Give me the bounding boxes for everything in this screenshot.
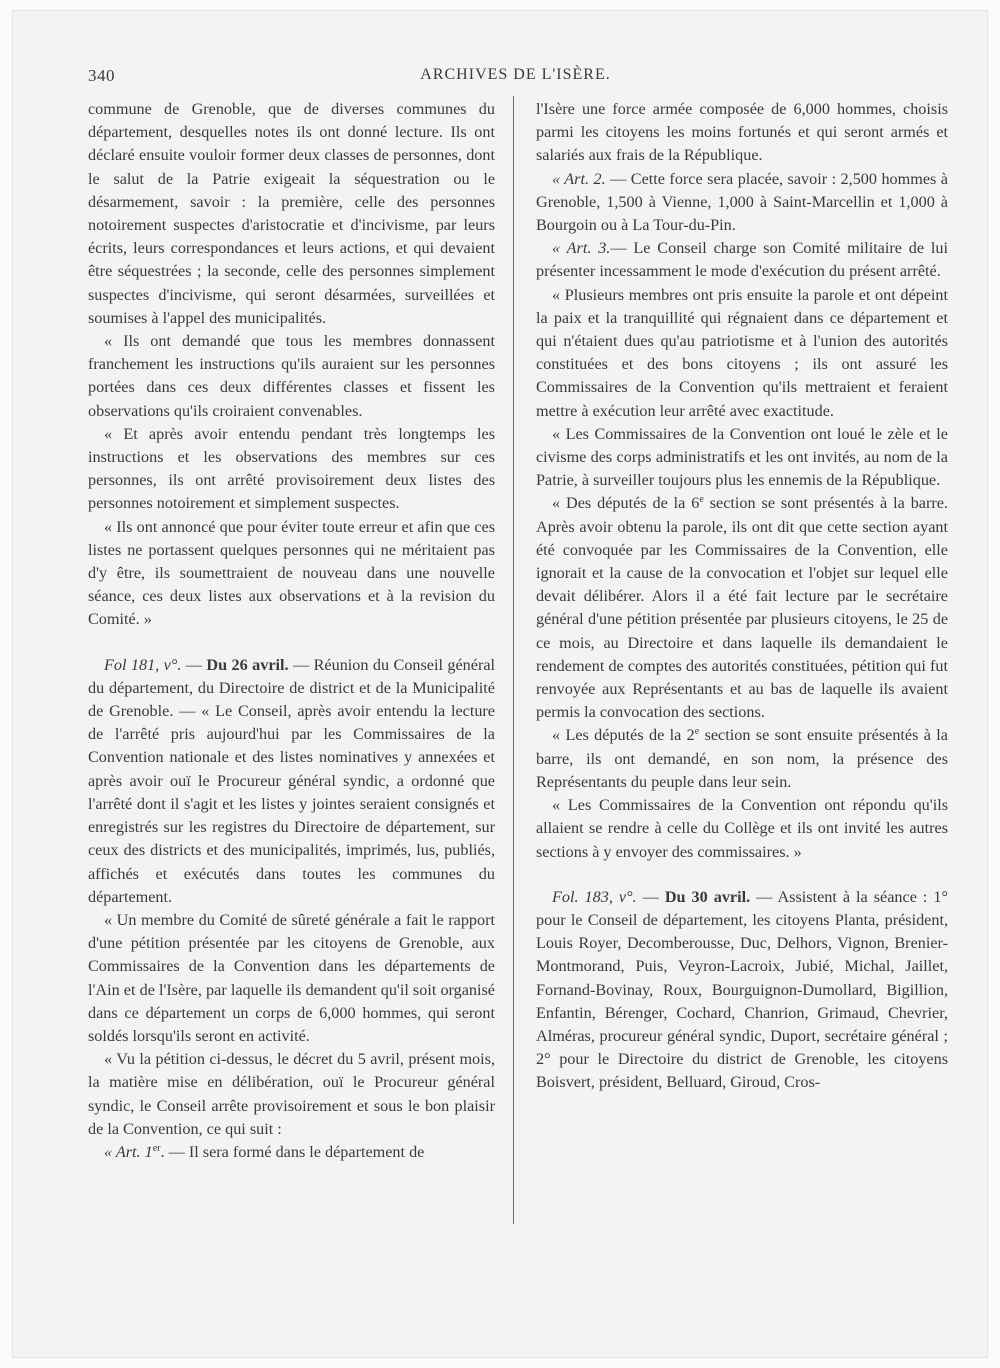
left-column <box>88 98 495 1238</box>
entry-text: Réunion du Conseil général du département, du Directoire de district et de la Municipalité de Grenoble. — « Le Conseil, après avoir entendu la lecture de l'arrêté pris aujourd'hui par les Commissaires de la Convention nationale et des listes nominatives y annexées et après avoir ouï le Procureur général syndic, a ordonné que l'arrêté dont il s'agit et les listes y jointes seraient consignés et enregistrés sur les registres du Directoire de département, sur ceux des districts et des municipalités, imprimés, lus, publiés, affichés et exécutés dans toutes les communes du département. <box>88 655 495 906</box>
page-header <box>88 66 943 90</box>
paragraph: « Plusieurs membres ont pris ensuite la parole et ont dépeint la paix et la tranquillité qui régnaient dans ce département et qui n'étaient dues qu'au patriotisme et à l'union des autorités constituées et des bons citoyens ; ils ont assuré les Commissaires de la Convention qu'ils mettraient et feraient mettre à exécution leur arrêté avec exactitude. <box>536 285 948 420</box>
article-label: « Art. 2. <box>552 169 606 188</box>
paragraph-text: « Des députés de la 6 <box>552 494 700 513</box>
running-title: ARCHIVES DE L'ISÈRE. <box>420 66 611 83</box>
paragraph: « Les Commissaires de la Convention ont répondu qu'ils allaient se rendre à celle du Collège et ils ont invité les autres sections à y envoyer des commissaires. » <box>536 796 948 861</box>
paragraph: « Ils ont demandé que tous les membres donnassent franchement les instructions qu'ils auraient sur les personnes portées dans ces deux différentes classes et fissent les observations qu'ils croiraient convenables. <box>88 332 495 420</box>
register-entry: Fol 181, v°. — Du 26 avril. — Réunion du Conseil général du département, du Directoire de district et de la Municipalité de Grenoble. — « Le Conseil, après avoir entendu la lecture de l'arrêté pris aujourd'hui par les Commissaires de la Convention nationale et des listes nominatives y annexées et après avoir ouï le Procureur général syndic, a ordonné que l'arrêté dont il s'agit et les listes y jointes seraient consignés et enregistrés sur les registres du Directoire de département, sur ceux des districts et des municipalités, imprimés, lus, publiés, affichés et exécutés dans toutes les communes du département. <box>88 655 495 906</box>
paragraph <box>536 237 948 283</box>
paragraph <box>536 724 948 794</box>
paragraph-text: « Les députés de la 2 <box>552 726 695 745</box>
paragraph: « Les Commissaires de la Convention ont loué le zèle et le civisme des corps administratifs et les ont invités, au nom de la Patrie, à surveiller toujours plus les ennemis de la République. <box>536 424 948 490</box>
article-text: — Cette force sera placée, savoir : 2,500 hommes à Grenoble, 1,500 à Vienne, 1,000 à Saint-Marcellin et 1,000 à Bourgoin ou à La Tour-du-Pin. <box>536 169 948 235</box>
paragraph: « Vu la pétition ci-dessus, le décret du 5 avril, présent mois, la matière mise en délibération, ouï le Procureur général syndic, le Conseil arrête provisoirement et sous le bon plaisir de la Convention, ce qui suit : <box>88 1050 495 1138</box>
article-label: « Art. 3. <box>552 239 611 258</box>
paragraph: l'Isère une force armée composée de 6,000 hommes, choisis parmi les citoyens les moins fortunés et qui seront armés et salariés aux frais de la République. <box>536 100 948 165</box>
right-column <box>536 98 948 1238</box>
paragraph <box>536 168 948 238</box>
paragraph <box>536 492 948 724</box>
article-text: . — Il sera formé dans le département de <box>160 1142 425 1161</box>
paragraph <box>88 1141 495 1164</box>
page-number: 340 <box>88 66 115 85</box>
paragraph-text: section se sont présentés à la barre. Après avoir obtenu la parole, ils ont dit que cette section ayant été convoquée par les Commissaires de la Convention, elle ignorait et la cause de la convocation et l'objet sur lequel elle devait délibérer. Alors il a été fait lecture par le secrétaire général d'une pétition présentée par plusieurs citoyens, le 25 de ce mois, au Directoire et dans laquelle ils demandaient le rendement de comptes des autorités constituées, pétition qui fut renvoyée aux Représentants et au bas de laquelle ils avaient permis la convocation des sections. <box>536 494 948 722</box>
entry-date: Du 30 avril. <box>664 887 751 906</box>
folio-reference: Fol. 183, v°. <box>552 887 637 906</box>
paragraph: « Ils ont annoncé que pour éviter toute erreur et afin que ces listes ne portassent quelques personnes qui ne méritaient pas d'y être, ils soumettraient de nouveau dans une nouvelle séance, ces deux listes aux observations et à la revision du Comité. » <box>88 517 495 629</box>
entry-text: Assistent à la séance : 1° pour le Conseil de département, les citoyens Planta, président, Louis Royer, Decomberousse, Duc, Delhors, Vignon, Brenier-Montmorand, Puis, Veyron-Lacroix, Jubié, Michal, Jaillet, Fornand-Bovinay, Roux, Bourguignon-Dumollard, Bigillion, Enfantin, Bérenger, Cochard, Chanrion, Grimaud, Chevrier, Alméras, procureur général syndic, Duport, secrétaire général ; 2° pour le Directoire du district de Grenoble, les citoyens Boisvert, président, Belluard, Giroud, Cros- <box>536 887 948 1092</box>
paragraph: commune de Grenoble, que de diverses communes du département, desquelles notes ils ont donné lecture. Ils ont déclaré ensuite vouloir former deux classes de personnes, dont le salut de la Patrie exigeait la séquestration ou le désarmement, savoir : la première, celle des personnes notoirement suspectes d'aristocratie et d'incivisme, par leurs écrits, leurs correspondances et leurs actions, et qui devaient être séquestrées ; la seconde, celle des personnes simplement suspectes d'incivisme, qui seront désarmées, surveillées et soumises à l'appel des municipalités. <box>88 100 495 327</box>
paragraph: « Et après avoir entendu pendant très longtemps les instructions et les observations des membres sur ces personnes, ils ont arrêté provisoirement deux listes des personnes notoirement et simplement suspectes. <box>88 424 495 513</box>
paragraph-text: section se sont ensuite présentés à la barre, ils ont demandé, en son nom, la présence des Représentants du peuple dans leur sein. <box>536 726 948 791</box>
folio-reference: Fol 181, v°. <box>104 655 182 674</box>
article-text: — Le Conseil charge son Comité militaire de lui présenter incessamment le mode d'exécution du présent arrêté. <box>536 239 948 281</box>
superscript: e <box>699 494 704 506</box>
superscript: e <box>694 726 700 738</box>
register-entry: Fol. 183, v°. — Du 30 avril. — Assistent à la séance : 1° pour le Conseil de département, les citoyens Planta, président, Louis Royer, Decomberousse, Duc, Delhors, Vignon, Brenier-Montmorand, Puis, Veyron-Lacroix, Jubié, Michal, Jaillet, Fornand-Bovinay, Roux, Bourguignon-Dumollard, Bigillion, Enfantin, Bérenger, Cochard, Chanrion, Grimaud, Chevrier, Alméras, procureur général syndic, Duport, secrétaire général ; 2° pour le Directoire du district de Grenoble, les citoyens Boisvert, président, Belluard, Giroud, Cros- <box>536 887 948 1092</box>
column-divider <box>513 96 514 1224</box>
superscript: er <box>152 1142 161 1154</box>
entry-date: Du 26 avril. <box>206 655 289 674</box>
article-label: « Art. 1 <box>104 1142 153 1161</box>
paragraph: « Un membre du Comité de sûreté générale a fait le rapport d'une pétition présentée par les citoyens de Grenoble, aux Commissaires de la Convention dans les départements de l'Ain et de l'Isère, par laquelle ils demandent qu'il soit organisé dans ce département un corps de 6,000 hommes, qui seront soldés lorsqu'ils seront en activité. <box>88 910 495 1045</box>
